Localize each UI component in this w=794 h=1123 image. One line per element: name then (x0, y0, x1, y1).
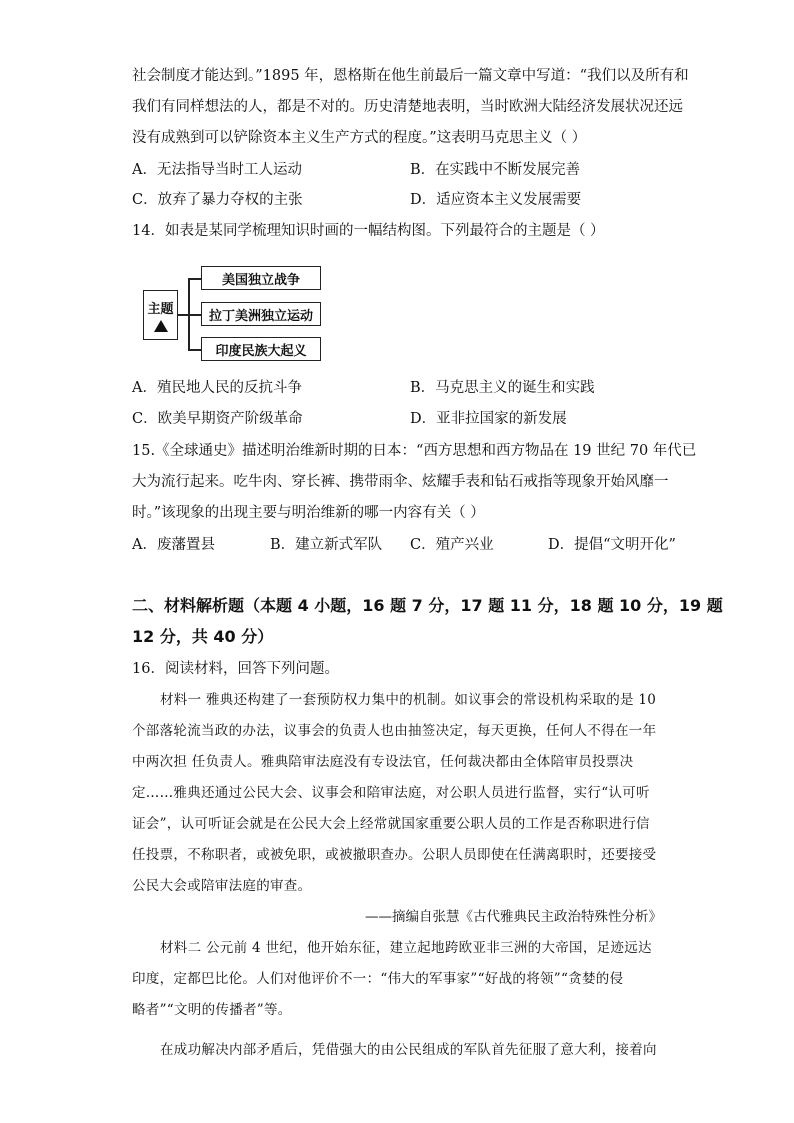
q14-option-b: B．马克思主义的诞生和实践 (410, 380, 595, 396)
q16-stem: 16．阅读材料，回答下列问题。 (132, 661, 339, 677)
material2-line-2: 印度，定都巴比伦。人们对他评价不一：“伟大的军事家”“好战的将领”“贪婪的侵 (132, 971, 624, 987)
q13-option-d: D．适应资本主义发展需要 (410, 192, 582, 208)
material1-line-2: 个部落轮流当政的办法，议事会的负责人也由抽签决定，每天更换，任何人不得在一年 (132, 723, 657, 739)
diagram-item-2: 拉丁美洲独立运动 (201, 302, 321, 326)
section-heading-line-2: 12 分，共 40 分） (132, 627, 274, 646)
material1-line-3: 中两次担 任负责人。雅典陪审法庭没有专设法官，任何裁决都由全体陪审员投票决 (132, 754, 634, 770)
material1-line-1: 材料一 雅典还构建了一套预防权力集中的机制。如议事会的常设机构采取的是 10 (160, 692, 657, 708)
triangle-icon (154, 320, 168, 332)
structure-diagram (143, 266, 323, 362)
q15-option-a: A．废藩置县 (132, 537, 215, 553)
q13-line-1: 社会制度才能达到。”1895 年，恩格斯在他生前最后一篇文章中写道：“我们以及所有和 (132, 68, 689, 84)
branch-line-1 (188, 278, 201, 280)
q14-option-d: D．亚非拉国家的新发展 (410, 411, 567, 427)
material1-line-5: 证会”，认可听证会就是在公民大会上经常就国家重要公职人员的工作是否称职进行信 (132, 816, 650, 832)
material2-line-1: 材料二 公元前 4 世纪，他开始东征，建立起地跨欧亚非三洲的大帝国，足迹远达 (160, 940, 652, 956)
q14-stem: 14．如表是某同学梳理知识时画的一幅结构图。下列最符合的主题是（ ） (132, 223, 605, 239)
q14-option-a: A．殖民地人民的反抗斗争 (132, 380, 302, 396)
material2-line-3: 略者”“文明的传播者”等。 (132, 1002, 292, 1018)
q13-line-3: 没有成熟到可以铲除资本主义生产方式的程度。”这表明马克思主义（ ） (132, 130, 587, 146)
branch-line-3 (188, 349, 201, 351)
q13-option-c: C．放弃了暴力夺权的主张 (132, 192, 303, 208)
theme-box (143, 290, 178, 340)
q15-option-d: D．提倡“文明开化” (548, 537, 676, 553)
section-heading-line-1: 二、材料解析题（本题 4 小题，16 题 7 分，17 题 11 分，18 题 10 分，19 题 (132, 596, 723, 615)
q15-line-1: 15.《全球通史》描述明治维新时期的日本：“西方思想和西方物品在 19 世纪 70 年代已 (132, 443, 697, 459)
q14-option-c: C．欧美早期资产阶级革命 (132, 411, 303, 427)
material1-line-7: 公民大会或陪审法庭的审查。 (132, 878, 312, 894)
diagram-item-3: 印度民族大起义 (201, 337, 321, 361)
material1-line-6: 任投票，不称职者，或被免职，或被撤职查办。公职人员即使在任满离职时，还要接受 (132, 847, 657, 863)
q15-line-2: 大为流行起来。吃牛肉、穿长裤、携带雨伞、炫耀手表和钻石戒指等现象开始风靡一 (132, 474, 669, 490)
q13-line-2: 我们有同样想法的人，都是不对的。历史清楚地表明，当时欧洲大陆经济发展状况还远 (132, 99, 683, 115)
material1-source: ——摘编自张慧《古代雅典民主政治特殊性分析》 (365, 909, 662, 925)
material3-line-1: 在成功解决内部矛盾后，凭借强大的由公民组成的军队首先征服了意大利，接着向 (160, 1042, 657, 1058)
q13-option-a: A．无法指导当时工人运动 (132, 162, 302, 178)
theme-label: 主题 (147, 302, 174, 317)
q15-line-3: 时。”该现象的出现主要与明治维新的哪一内容有关（ ） (132, 505, 485, 521)
material1-line-4: 定……雅典还通过公民大会、议事会和陪审法庭，对公职人员进行监督，实行“认可听 (132, 785, 650, 801)
branch-line-2 (188, 314, 201, 316)
q15-option-c: C．殖产兴业 (410, 537, 494, 553)
q15-option-b: B．建立新式军队 (270, 537, 383, 553)
q13-option-b: B．在实践中不断发展完善 (410, 162, 581, 178)
diagram-item-1: 美国独立战争 (201, 266, 321, 290)
